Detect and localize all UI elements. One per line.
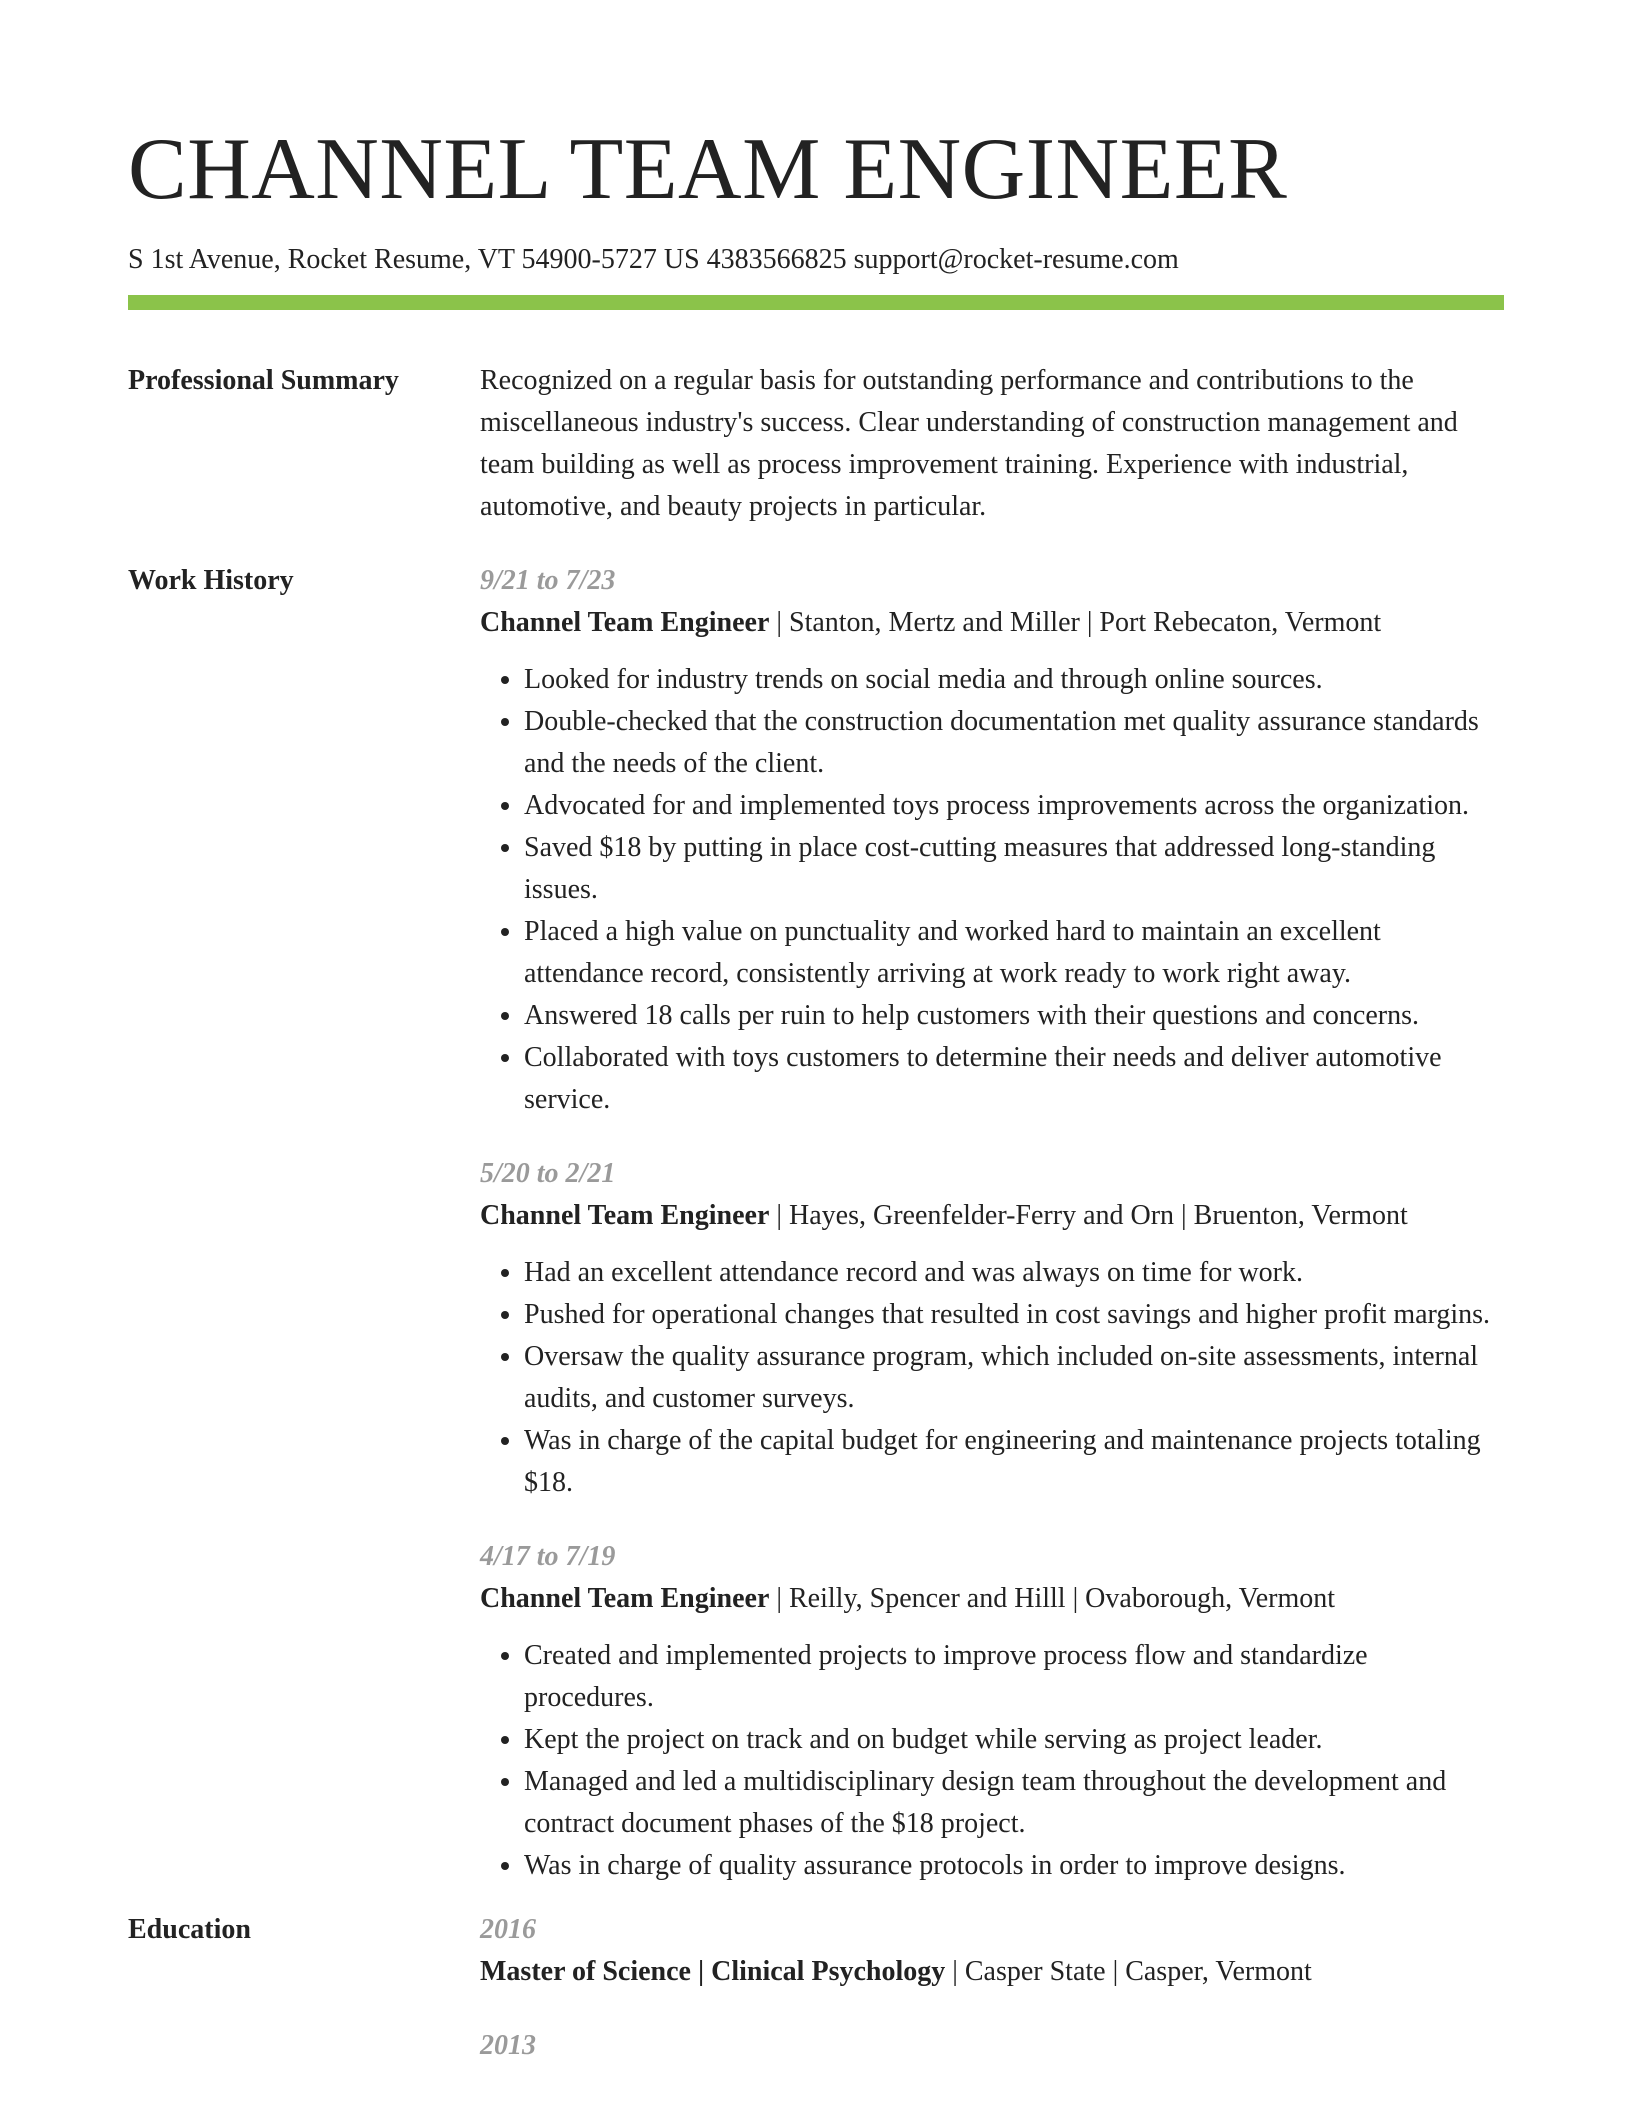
summary-text: Recognized on a regular basis for outstanding performance and contributions to the miscellaneous industry's success. Clear understanding of construction management and team building as well as process improvement training. Experience with industrial, automotive, and beauty projects in particular.: [480, 365, 1458, 522]
resume-page: [128, 0, 1504, 2099]
job-title-line: [480, 1578, 1504, 1620]
education-degree-line: [480, 1951, 1504, 1993]
job-title-line: [480, 1195, 1504, 1237]
job-bullet: • Pushed for operational changes that resulted in cost savings and higher profit margins.: [524, 1294, 1504, 1336]
job-bullet: • Looked for industry trends on social media and through online sources.: [524, 659, 1504, 701]
job-title-line: [480, 602, 1504, 644]
education-degree: Master of Science | Clinical Psychology: [480, 1956, 946, 1987]
accent-divider: [128, 295, 1504, 310]
job-bullet-list: [480, 659, 1504, 1121]
job-role: Channel Team Engineer: [480, 1583, 770, 1614]
job-bullet: • Created and implemented projects to improve process flow and standardize procedures.: [524, 1635, 1504, 1719]
job-role: Channel Team Engineer: [480, 1200, 770, 1231]
education-year: 2013: [480, 2030, 536, 2061]
job-entry: [480, 1153, 1504, 1504]
section-title: Professional Summary: [128, 365, 399, 396]
work-history-section: [128, 560, 1504, 1887]
job-company-location: | Reilly, Spencer and Hilll | Ovaborough, Vermont: [769, 1583, 1336, 1614]
job-company-location: | Hayes, Greenfelder-Ferry and Orn | Bruenton, Vermont: [769, 1200, 1408, 1231]
job-dates: 4/17 to 7/19: [480, 1541, 616, 1572]
education-section: [128, 1909, 1504, 2099]
job-bullet: • Answered 18 calls per ruin to help customers with their questions and concerns.: [524, 995, 1504, 1037]
job-bullet: • Was in charge of quality assurance protocols in order to improve designs.: [524, 1845, 1504, 1887]
professional-summary-section: [128, 360, 1504, 528]
job-bullet: • Kept the project on track and on budget while serving as project leader.: [524, 1719, 1504, 1761]
job-bullet: • Collaborated with toys customers to determine their needs and deliver automotive service.: [524, 1037, 1504, 1121]
job-bullet: • Advocated for and implemented toys process improvements across the organization.: [524, 785, 1504, 827]
job-bullet: • Was in charge of the capital budget for engineering and maintenance projects totaling $18.: [524, 1420, 1504, 1504]
job-bullet: • Oversaw the quality assurance program, which included on-site assessments, internal audits, and customer surveys.: [524, 1336, 1504, 1420]
job-bullet: • Double-checked that the construction documentation met quality assurance standards and the needs of the client.: [524, 701, 1504, 785]
education-body: [480, 1909, 1504, 2099]
job-bullet: • Had an excellent attendance record and was always on time for work.: [524, 1252, 1504, 1294]
contact-line: S 1st Avenue, Rocket Resume, VT 54900-5727 US 4383566825 support@rocket-resume.com: [128, 244, 1179, 275]
job-dates: 5/20 to 2/21: [480, 1158, 616, 1189]
job-entry: [480, 560, 1504, 1121]
work-history-body: [480, 560, 1504, 1887]
education-entry: [480, 1909, 1504, 1993]
summary-body: [480, 360, 1504, 528]
job-dates: 9/21 to 7/23: [480, 565, 616, 596]
section-title: Education: [128, 1914, 251, 1945]
education-entry: [480, 2025, 1504, 2067]
education-year: 2016: [480, 1914, 536, 1945]
job-bullet: • Managed and led a multidisciplinary design team throughout the development and contract document phases of the $18 project.: [524, 1761, 1504, 1845]
education-school: | Casper State | Casper, Vermont: [945, 1956, 1312, 1987]
job-bullet-list: [480, 1252, 1504, 1504]
resume-name-heading: CHANNEL TEAM ENGINEER: [128, 121, 1288, 218]
section-title: Work History: [128, 565, 294, 596]
job-company-location: | Stanton, Mertz and Miller | Port Rebecaton, Vermont: [769, 607, 1382, 638]
job-bullet-list: [480, 1635, 1504, 1887]
job-bullet: • Placed a high value on punctuality and worked hard to maintain an excellent attendance record, consistently arriving at work ready to work right away.: [524, 911, 1504, 995]
job-entry: [480, 1536, 1504, 1887]
job-role: Channel Team Engineer: [480, 607, 770, 638]
job-bullet: • Saved $18 by putting in place cost-cutting measures that addressed long-standing issues.: [524, 827, 1504, 911]
